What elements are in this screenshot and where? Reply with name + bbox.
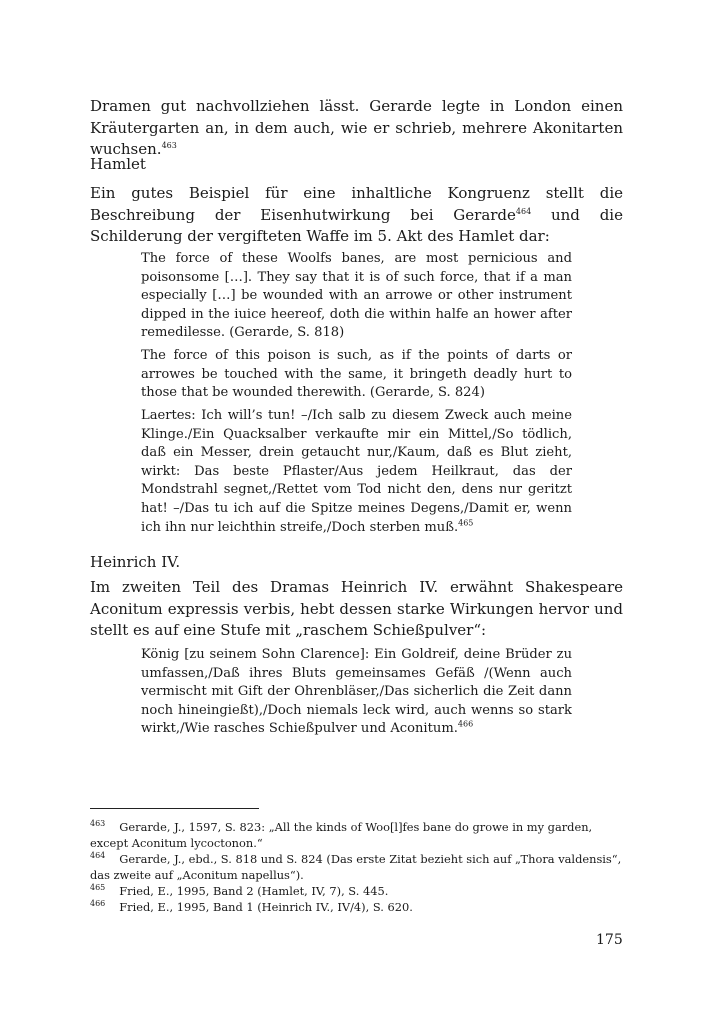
footnote-463: $^{463}$ Gerarde, J., 1597, S. 823: „All the kinds of Woo[l]fes bane do growe in my garden, except Aconitum lycoctonon.“ (90, 819, 593, 850)
footnote-466: $^{466}$ Fried, E., 1995, Band 1 (Heinrich IV., IV/4), S. 620. (90, 899, 413, 914)
section-heading-heinrich: Heinrich IV. (90, 553, 181, 571)
footnote-ref: 466 (457, 720, 474, 730)
block-quote-laertes: Laertes: Ich will’s tun! –/Ich salb zu diesem Zweck auch meine Klinge./Ein Quacksalber verkaufte mir ein Mittel,/So tödlich, daß ein Messer, drein getaucht nur,/Kaum, daß es Blut zieht, wirkt: Das beste Pflaster/Aus jedem Heilkraut, das der Mondstrahl segnet,/Rettet vom Tod nicht den, dens nur geritzt hat! –/Das tu ich auf die Spitze meines Degens,/Damit er, wenn ich ihn nur leichthin streife,/Doch sterben muß.$^{465}$ (141, 408, 572, 535)
body-paragraph-heinrich: Im zweiten Teil des Dramas Heinrich IV. erwähnt Shakespeare Aconitum expressis verbis, hebt dessen starke Wirkungen hervor und stellt es auf eine Stufe mit „raschem Schießpulver“: (90, 578, 623, 639)
block-quote-gerarde-824: The force of this poison is such, as if the points of darts or arrowes be touched with the same, it bringeth deadly hurt to those that be wounded therewith. (Gerarde, S. 824) (141, 348, 572, 401)
body-paragraph-intro: Dramen gut nachvollziehen lässt. Gerarde legte in London einen Kräutergarten an, in dem auch, wie er schrieb, mehrere Akonitarten wuchsen.$^{463}$ (90, 97, 623, 158)
block-quote-koenig: König [zu seinem Sohn Clarence]: Ein Goldreif, deine Brüder zu umfassen,/Daß ihres Bluts gemeinsames Gefäß /(Wenn auch vermischt mit Gift der Ohrenbläser,/Das sicherlich die Zeit dann noch hineingießt),/Doch niemals leck wird, auch wenns so stark wirkt,/Wie rasches Schießpulver und Aconitum.$^{466}$ (141, 647, 572, 737)
body-paragraph-hamlet: Ein gutes Beispiel für eine inhaltliche Kongruenz stellt die Beschreibung der Eisenhutwirkung bei Gerarde$^{464}$ und die Schilderung der vergifteten Waffe im 5. Akt des Hamlet dar: (90, 184, 623, 245)
footnote-465: $^{465}$ Fried, E., 1995, Band 2 (Hamlet, IV, 7), S. 445. (90, 883, 389, 898)
block-quote-gerarde-818: The force of these Woolfs banes, are most pernicious and poisonsome […]. They say that it is of such force, that if a man especially […] be wounded with an arrowe or other instrument dipped in the iuice heereof, doth die within halfe an hower after remedilesse. (Gerarde, S. 818) (141, 251, 572, 341)
footnote-separator (90, 808, 259, 809)
section-heading-hamlet: Hamlet (90, 155, 146, 173)
footnote-ref: 464 (515, 206, 532, 216)
footnote-ref: 463 (161, 141, 177, 150)
page-number: 175 (596, 932, 623, 948)
footnote-464: $^{464}$ Gerarde, J., ebd., S. 818 und S. 824 (Das erste Zitat bezieht sich auf „Thora valdensis“, das zweite auf „Aconitum napellus“). (90, 851, 622, 882)
footnote-ref: 465 (458, 518, 474, 528)
